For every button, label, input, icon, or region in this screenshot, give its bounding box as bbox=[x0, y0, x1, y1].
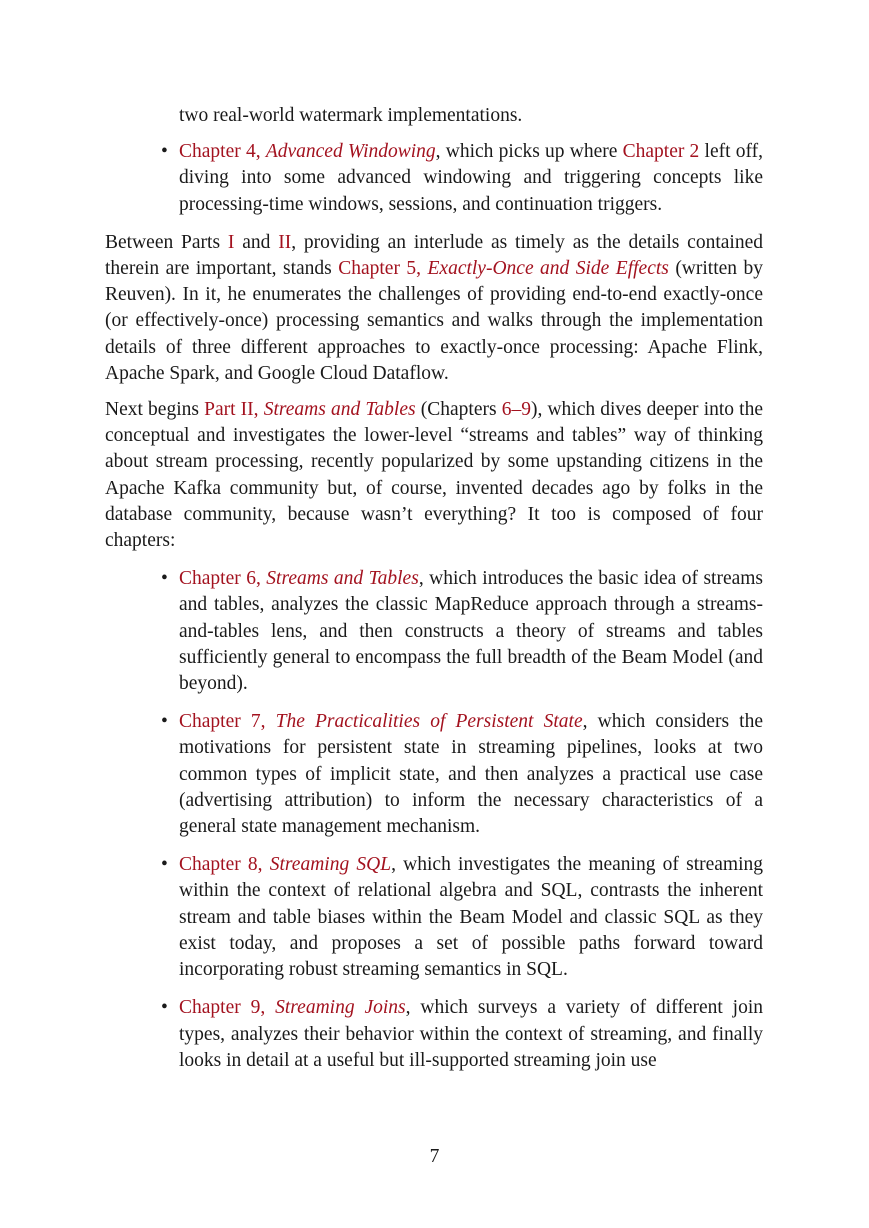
list-item-text: , which picks up where bbox=[435, 141, 623, 163]
list-continuation: two real-world watermark implementations. bbox=[179, 105, 523, 126]
paragraph-text: and bbox=[234, 231, 279, 253]
paragraph-text: , providing an interlude as timely as the details contained therein are important, stands bbox=[105, 231, 763, 280]
list-item-text: , which introduces the basic idea of streams and tables, analyzes the classic MapReduce approach through a streams-and-tables lens, and then constructs a theory of streams and tables sufficiently general to encompass the full breadth of the Beam Model (and beyond). bbox=[179, 568, 764, 695]
chapter-title-link[interactable]: The Practicalities of Persistent State bbox=[275, 711, 583, 733]
paragraph-text: Between Parts bbox=[105, 231, 228, 253]
chapter-link[interactable]: Chapter 8, bbox=[179, 854, 263, 876]
list-item-chapter-7 bbox=[161, 709, 763, 840]
bullet-icon: • bbox=[161, 141, 168, 163]
chapter-link[interactable]: Chapter 5, bbox=[338, 258, 422, 280]
chapter-title-link[interactable]: Streams and Tables bbox=[266, 568, 419, 590]
chapter-link[interactable]: Chapter 4, bbox=[179, 141, 261, 163]
paragraph-text: ), which dives deeper into the conceptual and investigates the lower-level “streams and tables” way of thinking about stream processing, recently popularized by some upstanding citizens in the Apache Kafka community but, of course, invented decades ago by folks in the database community, because wasn’t everything? It too is composed of four chapters: bbox=[105, 399, 764, 552]
chapter-list-part2 bbox=[105, 566, 763, 1074]
part-title-link[interactable]: Streams and Tables bbox=[263, 399, 416, 421]
part-link[interactable]: I bbox=[227, 231, 235, 253]
chapter-list-part1 bbox=[105, 139, 763, 218]
paragraph-text: (written by Reuven). In it, he enumerates the challenges of providing end-to-end exactly-once (or effectively-once) processing semantics and walks through the implementation details of three different approaches to exactly-once processing: Apache Flink, Apache Spark, and Google Cloud Dataflow. bbox=[105, 258, 764, 384]
chapter-title-link[interactable]: Streaming Joins bbox=[275, 997, 406, 1019]
chapter-range-link[interactable]: 6–9 bbox=[501, 399, 531, 421]
bullet-icon: • bbox=[161, 997, 168, 1019]
paragraph-text: Next begins bbox=[105, 399, 205, 421]
list-item-chapter-8 bbox=[161, 852, 764, 983]
part-link[interactable]: II bbox=[278, 231, 292, 253]
paragraph-text: (Chapters bbox=[415, 399, 502, 421]
part-link[interactable]: Part II, bbox=[204, 399, 259, 421]
list-item-text: left off, diving into some advanced windowing and triggering concepts like processing-time windows, sessions, and continuation triggers. bbox=[179, 141, 763, 215]
page-body bbox=[105, 103, 763, 1086]
bullet-icon: • bbox=[161, 711, 168, 733]
list-item-chapter-4 bbox=[161, 139, 763, 218]
paragraph-next-part bbox=[105, 397, 763, 554]
chapter-title-link[interactable]: Streaming SQL bbox=[269, 854, 392, 876]
list-item-chapter-9 bbox=[161, 995, 763, 1074]
chapter-link[interactable]: Chapter 2 bbox=[622, 141, 700, 163]
chapter-link[interactable]: Chapter 9, bbox=[179, 997, 266, 1019]
bullet-icon: • bbox=[161, 568, 168, 590]
page-number: 7 bbox=[429, 1146, 440, 1167]
list-item-chapter-6 bbox=[161, 566, 764, 697]
chapter-title-link[interactable]: Advanced Windowing bbox=[265, 141, 436, 163]
chapter-link[interactable]: Chapter 6, bbox=[179, 568, 261, 590]
list-item-text: , which surveys a variety of different join types, analyzes their behavior within the context of streaming, and finally looks in detail at a useful but ill-supported streaming join use bbox=[179, 997, 763, 1071]
chapter-link[interactable]: Chapter 7, bbox=[179, 711, 266, 733]
list-item-text: , which considers the motivations for persistent state in streaming pipelines, looks at two common types of implicit state, and then analyzes a practical use case (advertising attribution) to inform the necessary characteristics of a general state management mechanism. bbox=[179, 711, 763, 838]
chapter-title-link[interactable]: Exactly-Once and Side Effects bbox=[427, 258, 669, 280]
paragraph-between-parts bbox=[105, 230, 763, 387]
bullet-icon: • bbox=[161, 854, 168, 876]
list-item-text: , which investigates the meaning of streaming within the context of relational algebra and SQL, contrasts the inherent stream and table biases within the Beam Model and classic SQL as they exist today, and proposes a set of possible paths forward toward incorporating robust streaming semantics in SQL. bbox=[179, 854, 764, 981]
